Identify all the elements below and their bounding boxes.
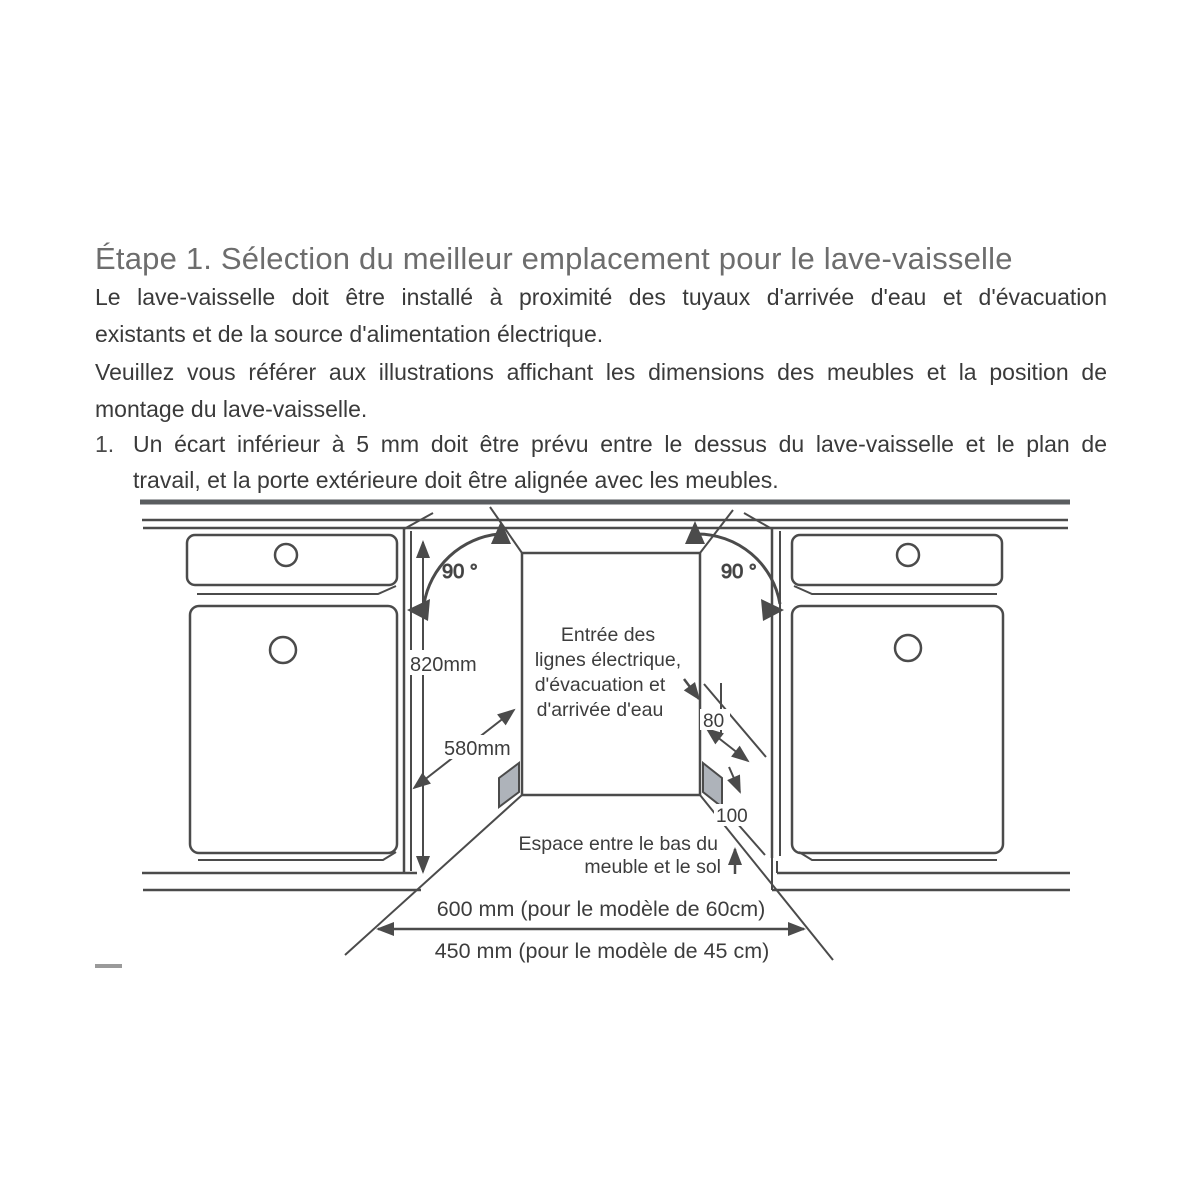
door-opening-arcs (407, 521, 784, 621)
left-drawer-knob (275, 544, 297, 566)
list-item-line-1: Un écart inférieur à 5 mm doit être prévu entre le dessus du lave-vaisselle et le plan de (133, 431, 1107, 457)
left-door-knob (270, 637, 296, 663)
countertop (140, 502, 1070, 528)
left-cabinet (187, 513, 433, 873)
entry-pointer-arrow (684, 679, 699, 699)
right-cabinet (744, 513, 1003, 860)
right-drawer-knob (897, 544, 919, 566)
intro-line-2: existants et de la source d'alimentation électrique. (95, 321, 604, 348)
width-45-label: 450 mm (pour le modèle de 45 cm) (434, 939, 770, 963)
niche-depth-label: 580mm (444, 738, 511, 760)
right-door-knob (895, 635, 921, 661)
angle-label-left: 90 ° (442, 561, 478, 583)
width-dimension (378, 897, 804, 963)
intro-line-4: montage du lave-vaisselle. (95, 395, 368, 422)
angle-label-right: 90 ° (721, 561, 757, 583)
dimension-820mm (408, 542, 482, 872)
intro-line-3: Veuillez vous référer aux illustrations affichant les dimensions des meubles et la position de (95, 358, 1107, 385)
svg-text:Espace entre le bas du: Espace entre le bas du (518, 833, 718, 855)
utilities-entry-note (535, 624, 699, 721)
niche-height-label: 820mm (410, 654, 477, 676)
svg-text:lignes électrique,: lignes électrique, (534, 649, 682, 671)
svg-text:d'évacuation et: d'évacuation et (534, 674, 666, 696)
floor-gap-note (519, 833, 721, 878)
svg-text:meuble et le sol: meuble et le sol (584, 856, 721, 878)
intro-line-1: Le lave-vaisselle doit être installé à proximité des tuyaux d'arrivée d'eau et d'évacuation (95, 284, 1107, 310)
installation-niche (345, 507, 833, 960)
gap-80-label: 80 (703, 711, 725, 732)
gap-100-label: 100 (716, 806, 748, 827)
right-service-plate (703, 763, 722, 807)
page-title: Étape 1. Sélection du meilleur emplacement pour le lave-vaisselle (95, 241, 1013, 276)
list-item-line-2: travail, et la porte extérieure doit être alignée avec les meubles. (133, 467, 779, 493)
list-item-number: 1. (95, 431, 115, 457)
svg-text:d'arrivée d'eau: d'arrivée d'eau (536, 699, 664, 721)
svg-text:Entrée des: Entrée des (560, 624, 656, 646)
width-60-label: 600 mm (pour le modèle de 60cm) (436, 897, 766, 921)
